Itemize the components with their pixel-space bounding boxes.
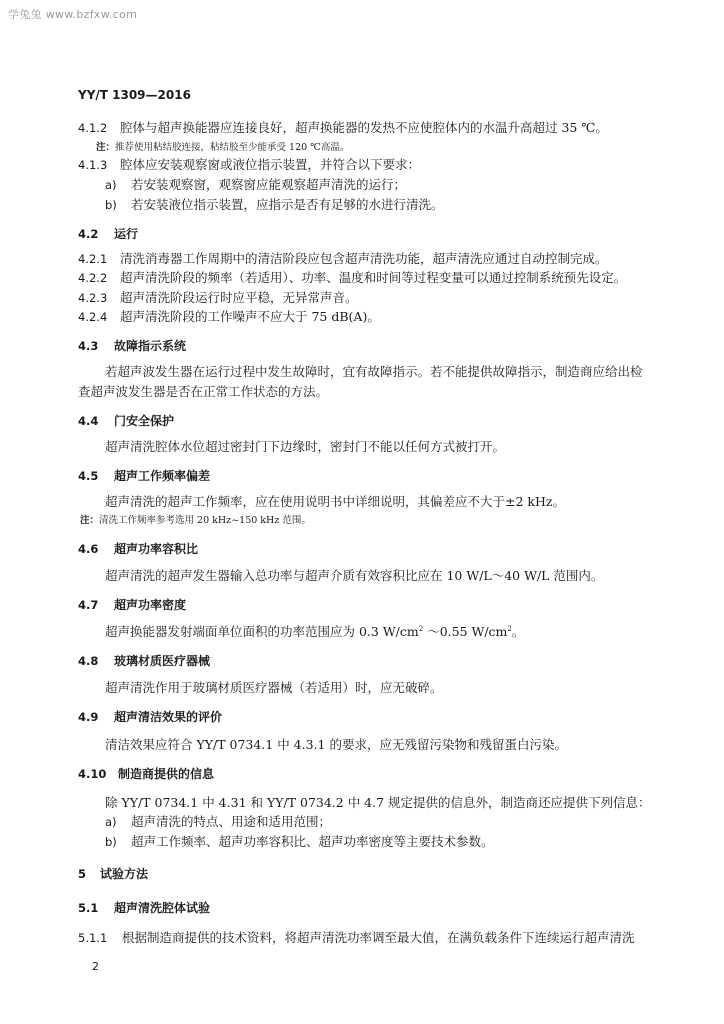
clause-5-1-1 bbox=[78, 930, 635, 946]
clause-number: 5.1.1 bbox=[78, 931, 108, 945]
paragraph-4-3-line-2: 查超声波发生器是否在正常工作状态的方法。 bbox=[78, 384, 329, 399]
section-title: 试验方法 bbox=[100, 867, 149, 881]
section-number: 4.2 bbox=[78, 227, 99, 241]
section-title: 运行 bbox=[114, 227, 139, 241]
section-number: 4.5 bbox=[78, 469, 99, 483]
clause-4-1-3 bbox=[78, 157, 420, 173]
paragraph-4-4: 超声清洗腔体水位超过密封门下边缘时，密封门不能以任何方式被打开。 bbox=[105, 439, 506, 454]
text-segment: 超声换能器发射端面单位面积的功率范围应为 0.3 W/cm bbox=[105, 624, 419, 639]
list-item-a bbox=[105, 814, 331, 830]
paragraph-4-10: 除 YY/T 0734.1 中 4.31 和 YY/T 0734.2 中 4.7 规定提供的信息外，制造商还应提供下列信息： bbox=[105, 795, 651, 810]
section-title: 超声功率密度 bbox=[114, 598, 187, 612]
section-4-6-heading bbox=[78, 541, 198, 557]
clause-text: 腔体应安装观察窗或液位指示装置，并符合以下要求： bbox=[120, 157, 421, 172]
section-number: 4.3 bbox=[78, 339, 99, 353]
superscript: 2 bbox=[418, 624, 424, 633]
list-marker: a) bbox=[105, 178, 117, 192]
note-label: 注： bbox=[96, 142, 116, 153]
list-marker: b) bbox=[105, 198, 117, 212]
section-title: 玻璃材质医疗器械 bbox=[114, 654, 211, 668]
section-title: 超声工作频率偏差 bbox=[114, 469, 211, 483]
section-number: 4.10 bbox=[78, 767, 107, 781]
section-4-5-heading bbox=[78, 468, 210, 484]
paragraph-4-9: 清洁效果应符合 YY/T 0734.1 中 4.3.1 的要求，应无残留污染物和残留蛋白污染。 bbox=[105, 737, 567, 752]
section-title: 超声清洗腔体试验 bbox=[114, 901, 211, 915]
section-number: 4.4 bbox=[78, 414, 99, 428]
clause-4-2-2 bbox=[78, 270, 626, 286]
section-4-9-heading bbox=[78, 709, 222, 725]
paragraph-4-3-line-1: 若超声波发生器在运行过程中发生故障时，宜有故障指示。若不能提供故障指示，制造商应给出检 bbox=[105, 364, 643, 379]
paragraph-4-6: 超声清洗的超声发生器输入总功率与超声介质有效容积比应在 10 W/L～40 W/L 范围内。 bbox=[105, 568, 604, 583]
paragraph-4-8: 超声清洗作用于玻璃材质医疗器械（若适用）时，应无破碎。 bbox=[105, 680, 443, 695]
clause-text: 超声清洗阶段的频率（若适用）、功率、温度和时间等过程变量可以通过控制系统预先设定。 bbox=[120, 270, 627, 285]
paragraph-4-5: 超声清洗的超声工作频率，应在使用说明书中详细说明，其偏差应不大于±2 kHz。 bbox=[105, 494, 565, 509]
list-text: 若安装液位指示装置，应指示是否有足够的水进行清洗。 bbox=[131, 197, 444, 212]
note-4-5 bbox=[80, 513, 311, 529]
section-title: 超声清洁效果的评价 bbox=[114, 710, 223, 724]
clause-number: 4.2.2 bbox=[78, 271, 108, 285]
section-number: 5 bbox=[78, 867, 87, 881]
section-number: 5.1 bbox=[78, 901, 99, 915]
section-number: 4.9 bbox=[78, 710, 99, 724]
clause-text: 超声清洗阶段的工作噪声不应大于 75 dB(A)。 bbox=[120, 309, 380, 324]
clause-number: 4.1.2 bbox=[78, 121, 108, 135]
list-marker: b) bbox=[105, 835, 117, 849]
section-4-8-heading bbox=[78, 653, 210, 669]
section-4-4-heading bbox=[78, 413, 174, 429]
section-number: 4.7 bbox=[78, 598, 99, 612]
note-4-1-2 bbox=[96, 140, 349, 156]
clause-number: 4.2.1 bbox=[78, 252, 108, 266]
note-text: 清洗工作频率参考选用 20 kHz~150 kHz 范围。 bbox=[99, 515, 311, 526]
section-title: 超声功率容积比 bbox=[114, 542, 199, 556]
clause-text: 超声清洗阶段运行时应平稳，无异常声音。 bbox=[120, 290, 358, 305]
section-4-2-heading bbox=[78, 226, 138, 242]
clause-text: 腔体与超声换能器应连接良好，超声换能器的发热不应使腔体内的水温升高超过 35 ℃。 bbox=[120, 120, 608, 135]
text-segment: 。 bbox=[511, 624, 525, 639]
page-number: 2 bbox=[92, 960, 99, 973]
clause-number: 4.1.3 bbox=[78, 158, 108, 172]
clause-4-2-4 bbox=[78, 309, 380, 325]
clause-4-2-1 bbox=[78, 251, 608, 267]
section-4-10-heading bbox=[78, 766, 214, 782]
note-label: 注： bbox=[80, 515, 100, 526]
clause-text: 清洗消毒器工作周期中的清洁阶段应包含超声清洗功能，超声清洗应通过自动控制完成。 bbox=[120, 251, 608, 266]
watermark: 学兔兔 www.bzfxw.com bbox=[8, 8, 138, 21]
section-title: 制造商提供的信息 bbox=[118, 767, 215, 781]
section-title: 故障指示系统 bbox=[114, 339, 187, 353]
list-text: 超声清洗的特点、用途和适用范围； bbox=[131, 814, 332, 829]
section-4-3-heading bbox=[78, 338, 186, 354]
clause-number: 4.2.3 bbox=[78, 291, 108, 305]
list-item-b bbox=[105, 834, 494, 850]
section-5-1-heading bbox=[78, 900, 210, 916]
paragraph-4-7 bbox=[105, 624, 524, 640]
list-item-b bbox=[105, 197, 444, 213]
section-number: 4.6 bbox=[78, 542, 99, 556]
list-marker: a) bbox=[105, 815, 117, 829]
list-text: 若安装观察窗，观察窗应能观察超声清洗的运行； bbox=[131, 177, 407, 192]
clause-4-2-3 bbox=[78, 290, 358, 306]
list-text: 超声工作频率、超声功率容积比、超声功率密度等主要技术参数。 bbox=[131, 834, 494, 849]
text-segment: ～0.55 W/cm bbox=[423, 624, 508, 639]
section-4-7-heading bbox=[78, 597, 186, 613]
section-title: 门安全保护 bbox=[114, 414, 175, 428]
list-item-a bbox=[105, 177, 406, 193]
section-5-heading bbox=[78, 866, 148, 882]
clause-4-1-2 bbox=[78, 120, 608, 136]
clause-number: 4.2.4 bbox=[78, 310, 108, 324]
superscript: 2 bbox=[507, 624, 512, 633]
section-number: 4.8 bbox=[78, 654, 99, 668]
note-text: 推荐使用粘结胶连接，粘结胶至少能承受 120 ℃高温。 bbox=[115, 142, 350, 153]
document-code: YY/T 1309—2016 bbox=[78, 88, 191, 102]
clause-text: 根据制造商提供的技术资料，将超声清洗功率调至最大值，在满负载条件下连续运行超声清洗 bbox=[122, 930, 635, 945]
